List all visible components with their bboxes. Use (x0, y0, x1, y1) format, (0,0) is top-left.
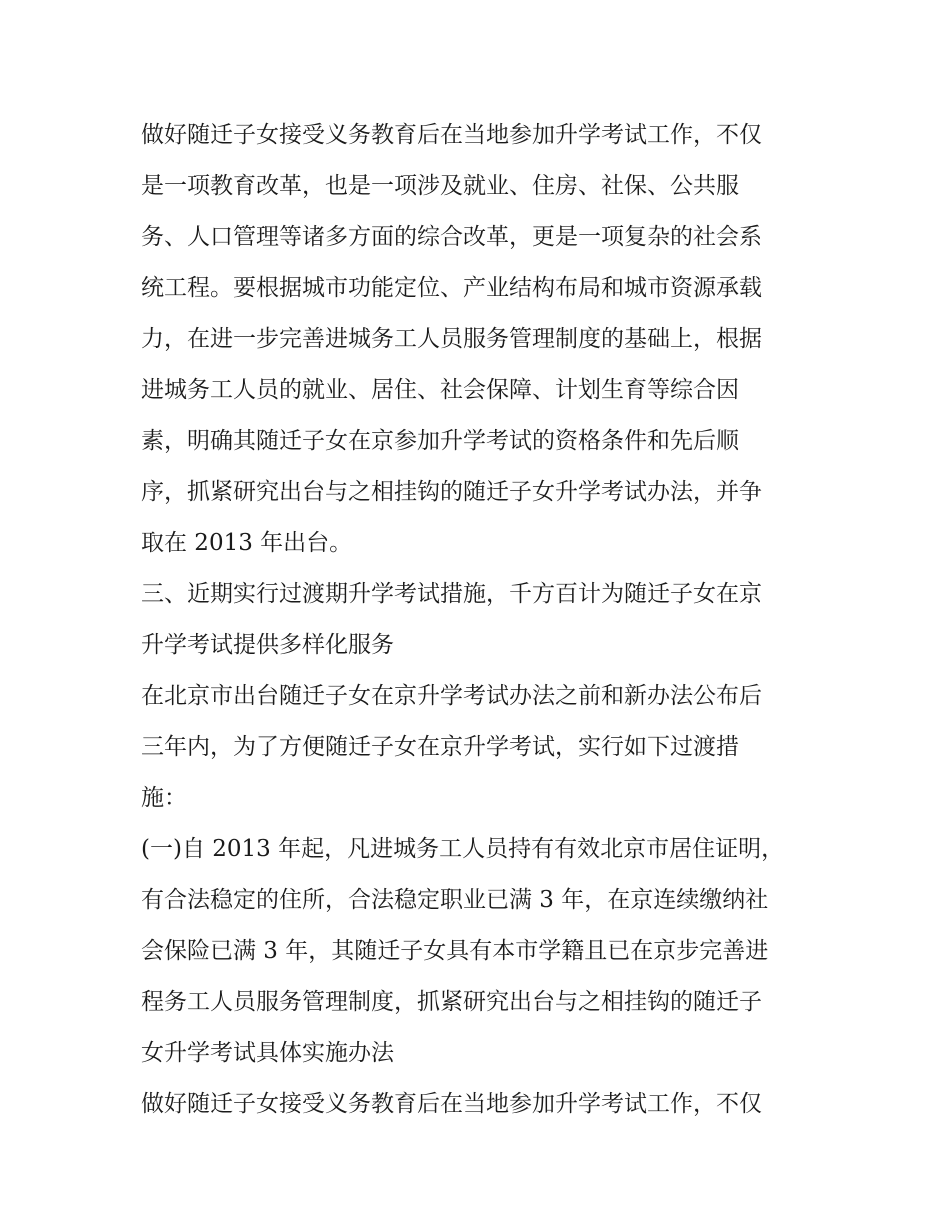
paragraph-line: 统工程。要根据城市功能定位、产业结构布局和城市资源承载 (141, 275, 762, 301)
section-heading-line: 三、近期实行过渡期升学考试措施，千方百计为随迁子女在京 (141, 581, 762, 607)
paragraph-line: 序，抓紧研究出台与之相挂钩的随迁子女升学考试办法，并争 (141, 479, 762, 505)
paragraph-line: 做好随迁子女接受义务教育后在当地参加升学考试工作，不仅 (141, 1091, 762, 1117)
paragraph-line: 素，明确其随迁子女在京参加升学考试的资格条件和先后顺 (141, 428, 739, 454)
paragraph-line: 进城务工人员的就业、居住、社会保障、计划生育等综合因 (141, 377, 739, 403)
paragraph-line: 三年内，为了方便随迁子女在京升学考试，实行如下过渡措 (141, 734, 739, 760)
list-item-line: 女升学考试具体实施办法 (141, 1040, 394, 1066)
paragraph-line: 做好随迁子女接受义务教育后在当地参加升学考试工作，不仅 (141, 122, 762, 148)
list-item-line: (一)自 2013 年起，凡进城务工人员持有有效北京市居住证明， (141, 836, 785, 862)
paragraph-line: 力，在进一步完善进城务工人员服务管理制度的基础上，根据 (141, 326, 762, 352)
list-item-line: 会保险已满 3 年，其随迁子女具有本市学籍且已在京步完善进 (141, 938, 769, 964)
paragraph-line: 是一项教育改革，也是一项涉及就业、住房、社保、公共服 (141, 173, 739, 199)
section-heading-line: 升学考试提供多样化服务 (141, 632, 394, 658)
list-item-line: 程务工人员服务管理制度，抓紧研究出台与之相挂钩的随迁子 (141, 989, 762, 1015)
paragraph-line: 施： (141, 785, 187, 811)
paragraph-line: 取在 2013 年出台。 (141, 530, 353, 556)
paragraph-line: 在北京市出台随迁子女在京升学考试办法之前和新办法公布后 (141, 683, 762, 709)
paragraph-line: 务、人口管理等诸多方面的综合改革，更是一项复杂的社会系 (141, 224, 762, 250)
document-body (141, 110, 821, 1130)
list-item-line: 有合法稳定的住所，合法稳定职业已满 3 年，在京连续缴纳社 (141, 887, 769, 913)
